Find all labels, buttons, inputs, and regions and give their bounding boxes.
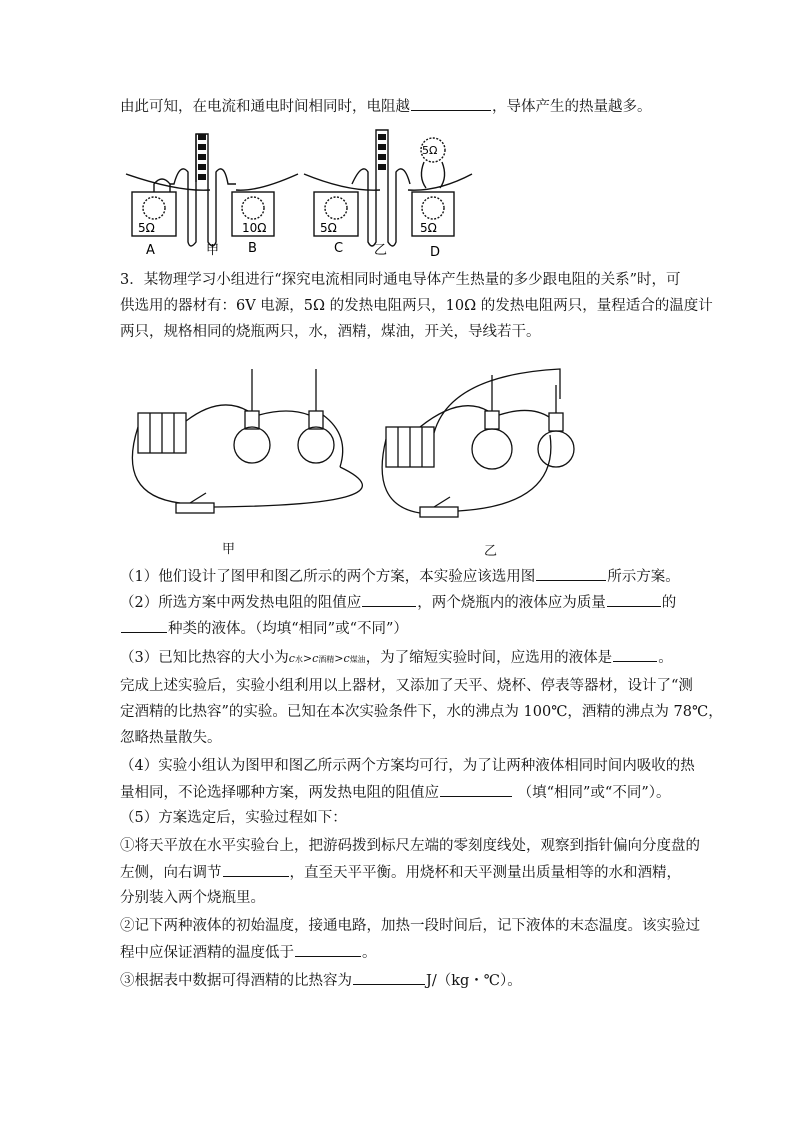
- text: 分别装入两个烧瓶里。: [120, 890, 265, 906]
- text: 。: [658, 650, 673, 666]
- text: >: [302, 652, 313, 665]
- resistor-label-c: 5Ω: [320, 221, 337, 235]
- step-2-line2: [120, 942, 377, 963]
- answer-blank[interactable]: [353, 970, 425, 985]
- text: ②记下两种液体的初始温度，接通电路，加热一段时间后，记下液体的末态温度。该实验过: [120, 918, 700, 934]
- text: （填“相同”或“不同”）。: [517, 785, 671, 801]
- answer-blank[interactable]: [295, 942, 361, 957]
- part-3-line1: [120, 647, 673, 670]
- text: （1）他们设计了图甲和图乙所示的两个方案，本实验应该选用图: [120, 569, 536, 585]
- conclusion-line: [120, 96, 652, 117]
- text: 的: [661, 595, 677, 611]
- answer-blank[interactable]: [362, 592, 416, 607]
- part-3-line3: [120, 702, 723, 722]
- answer-blank[interactable]: [607, 592, 661, 607]
- text: （2）所选方案中两发热电阻的阻值应: [120, 595, 362, 611]
- part-3-line4: [120, 728, 222, 748]
- text: ①将天平放在水平实验台上，把游码拨到标尺左端的零刻度线处，观察到指针偏向分度盘的: [120, 838, 700, 854]
- text: ③根据表中数据可得酒精的比热容为: [120, 973, 352, 989]
- answer-blank[interactable]: [536, 566, 606, 581]
- part-3-line2: [120, 676, 693, 696]
- label-jia: 甲: [206, 243, 220, 258]
- text: （3）已知比热容的大小为: [120, 650, 289, 666]
- text: 酒精: [318, 655, 335, 664]
- circuit-figure: [120, 355, 600, 525]
- text: 由此可知，在电流和通电时间相同时，电阻越: [120, 99, 410, 115]
- answer-blank[interactable]: [440, 782, 512, 797]
- circuit-caption-yi: 乙: [484, 544, 498, 559]
- text: ，导体产生的热量越多。: [492, 99, 652, 115]
- label-d: D: [430, 245, 441, 260]
- text: （5）方案选定后，实验过程如下：: [120, 810, 347, 826]
- text: （4）实验小组认为图甲和图乙所示两个方案均可行，为了让两种液体相同时间内吸收的热: [120, 758, 695, 774]
- step-1-line3: [120, 888, 265, 908]
- label-yi: 乙: [374, 243, 388, 258]
- text: 水: [294, 655, 303, 664]
- text: 供选用的器材有：6V 电源，5Ω 的发热电阻两只，10Ω 的发热电阻两只，量程适合的温度计: [120, 298, 713, 314]
- text: 种类的液体。（均填“相同”或“不同”）: [168, 621, 408, 637]
- text: c: [312, 652, 319, 665]
- circuit-caption-jia: 甲: [222, 542, 236, 557]
- text: ，直至天平平衡。用烧杯和天平测量出质量相等的水和酒精，: [289, 865, 681, 881]
- step-1-line1: [120, 836, 700, 856]
- question-3-line1: [120, 270, 681, 290]
- part-4-line2: [120, 782, 671, 803]
- label-b: B: [248, 241, 257, 256]
- text: 两只，规格相同的烧瓶两只，水，酒精，煤油，开关，导线若干。: [120, 324, 541, 340]
- label-c: C: [334, 241, 344, 256]
- text: 。: [362, 945, 377, 961]
- part-2-line2: [120, 618, 408, 639]
- step-2-line1: [120, 916, 700, 936]
- text: ，两个烧瓶内的液体应为质量: [417, 595, 606, 611]
- text: 程中应保证酒精的温度低于: [120, 945, 294, 961]
- text: 3．某物理学习小组进行“探究电流相同时通电导体产生热量的多少跟电阻的关系”时，可: [120, 272, 681, 288]
- text: 定酒精的比热容”的实验。已知在本次实验条件下，水的沸点为 100℃，酒精的沸点为 78℃，: [120, 704, 723, 720]
- text: J/（kg・℃）。: [426, 973, 522, 989]
- text: 忽略热量散失。: [120, 730, 222, 746]
- label-a: A: [146, 243, 155, 258]
- text: c: [343, 652, 350, 665]
- text: 所示方案。: [607, 569, 680, 585]
- step-3: [120, 970, 522, 991]
- resistor-label-d: 5Ω: [420, 221, 437, 235]
- answer-blank[interactable]: [121, 618, 167, 633]
- answer-blank[interactable]: [411, 96, 491, 111]
- text: c: [288, 652, 295, 665]
- part-4-line1: [120, 756, 695, 776]
- text: 煤油: [349, 655, 366, 664]
- text: 量相同，不论选择哪种方案，两发热电阻的阻值应: [120, 785, 439, 801]
- answer-blank[interactable]: [223, 862, 289, 877]
- resistor-label-b: 10Ω: [242, 221, 267, 235]
- part-2-line1: [120, 592, 676, 613]
- text: 左侧，向右调节: [120, 865, 222, 881]
- step-1-line2: [120, 862, 681, 883]
- text: ，为了缩短实验时间，应选用的液体是: [365, 650, 613, 666]
- part-1: [120, 566, 680, 587]
- part-5: [120, 808, 347, 828]
- resistor-label-a: 5Ω: [138, 221, 155, 235]
- u-tube-figure: [118, 122, 478, 262]
- text: 完成上述实验后，实验小组利用以上器材，又添加了天平、烧杯、停表等器材，设计了“测: [120, 678, 693, 694]
- question-3-line3: [120, 322, 541, 342]
- answer-blank[interactable]: [613, 647, 657, 662]
- question-3-line2: [120, 296, 713, 316]
- text: >: [334, 652, 344, 665]
- resistor-label-top: 5Ω: [422, 144, 438, 157]
